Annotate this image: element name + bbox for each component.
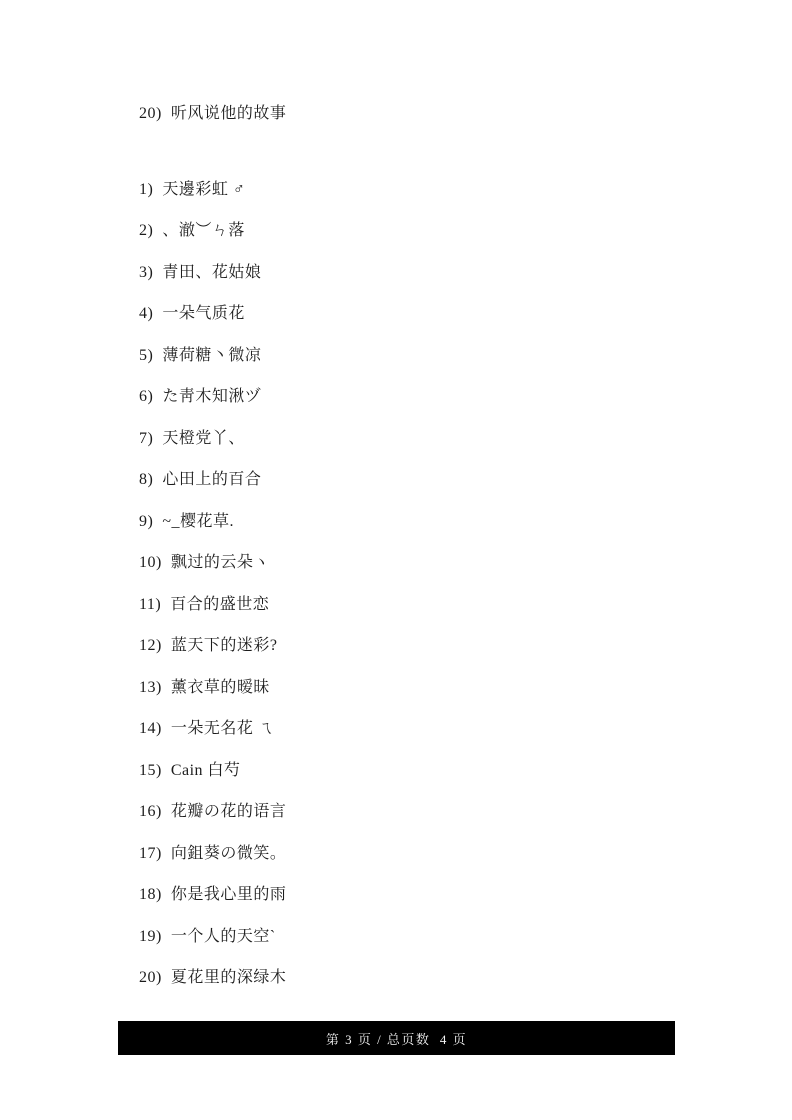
item-number: 13) [139,678,162,696]
item-number: 19) [139,927,162,945]
list-item [139,761,752,803]
item-number: 17) [139,844,162,862]
list-item [139,927,752,969]
list-item-carryover [139,104,752,146]
item-number: 5) [139,346,154,364]
item-text: 、澈︶ㄣ落 [162,222,245,239]
list-item [139,180,752,222]
numbered-list [139,104,752,1010]
item-text: 夏花里的深绿木 [170,969,287,986]
item-number: 7) [139,429,154,447]
item-text: 蓝天下的迷彩? [170,637,278,654]
item-number: 10) [139,554,162,571]
item-text: 向鉏葵の微笑。 [170,844,287,862]
page-footer-bar [118,1021,675,1055]
item-text: Cain 白芍 [170,761,241,779]
item-text: 百合的盛世恋 [170,595,270,613]
item-number: 1) [139,180,154,198]
list-item [139,802,752,844]
page-number-indicator: 第 3 页 / 总页数 4 页 [325,1031,468,1047]
list-item [139,595,752,637]
item-number: 16) [139,803,162,820]
item-number: 8) [139,471,154,488]
list-item [139,968,752,1010]
list-item [139,678,752,720]
item-text: 一朵气质花 [162,305,245,322]
item-number: 14) [139,720,162,737]
item-number: 2) [139,222,154,239]
list-item [139,885,752,927]
list-item [139,304,752,346]
item-text: 薄荷糖丶微凉 [162,346,262,364]
item-text: 飘过的云朵ヽ [170,554,270,571]
list-item [139,636,752,678]
item-text: ~_樱花草. [162,512,234,530]
list-item [139,844,752,886]
item-number: 20) [139,969,162,986]
item-text: 花瓣の花的语言 [170,803,287,820]
item-number: 3) [139,263,154,281]
item-text: 你是我心里的雨 [170,886,287,903]
item-number: 11) [139,595,162,613]
item-text: 青田、花姑娘 [162,263,262,281]
list-item [139,221,752,263]
list-item [139,512,752,554]
item-text: た靑木知湫ヅ [162,388,262,405]
list-item [139,553,752,595]
item-number: 20) [139,105,162,122]
item-text: 一朵无名花 ㄟ [170,720,275,737]
item-number: 6) [139,388,154,405]
list-item [139,346,752,388]
list-item [139,470,752,512]
list-item [139,429,752,471]
item-number: 18) [139,886,162,903]
item-text: 心田上的百合 [162,471,262,488]
item-number: 15) [139,761,162,779]
item-text: 天橙党丫、 [162,429,245,447]
item-number: 12) [139,637,162,654]
list-item [139,719,752,761]
item-text: 一个人的天空` [170,927,276,945]
item-number: 4) [139,305,154,322]
list-item [139,387,752,429]
item-text: 薰衣草的暧昧 [170,678,270,696]
item-text: 天邊彩虹 ♂ [162,180,246,198]
list-item [139,263,752,305]
item-number: 9) [139,512,154,530]
item-text: 听风说他的故事 [170,105,287,122]
list-section-gap [139,146,752,180]
